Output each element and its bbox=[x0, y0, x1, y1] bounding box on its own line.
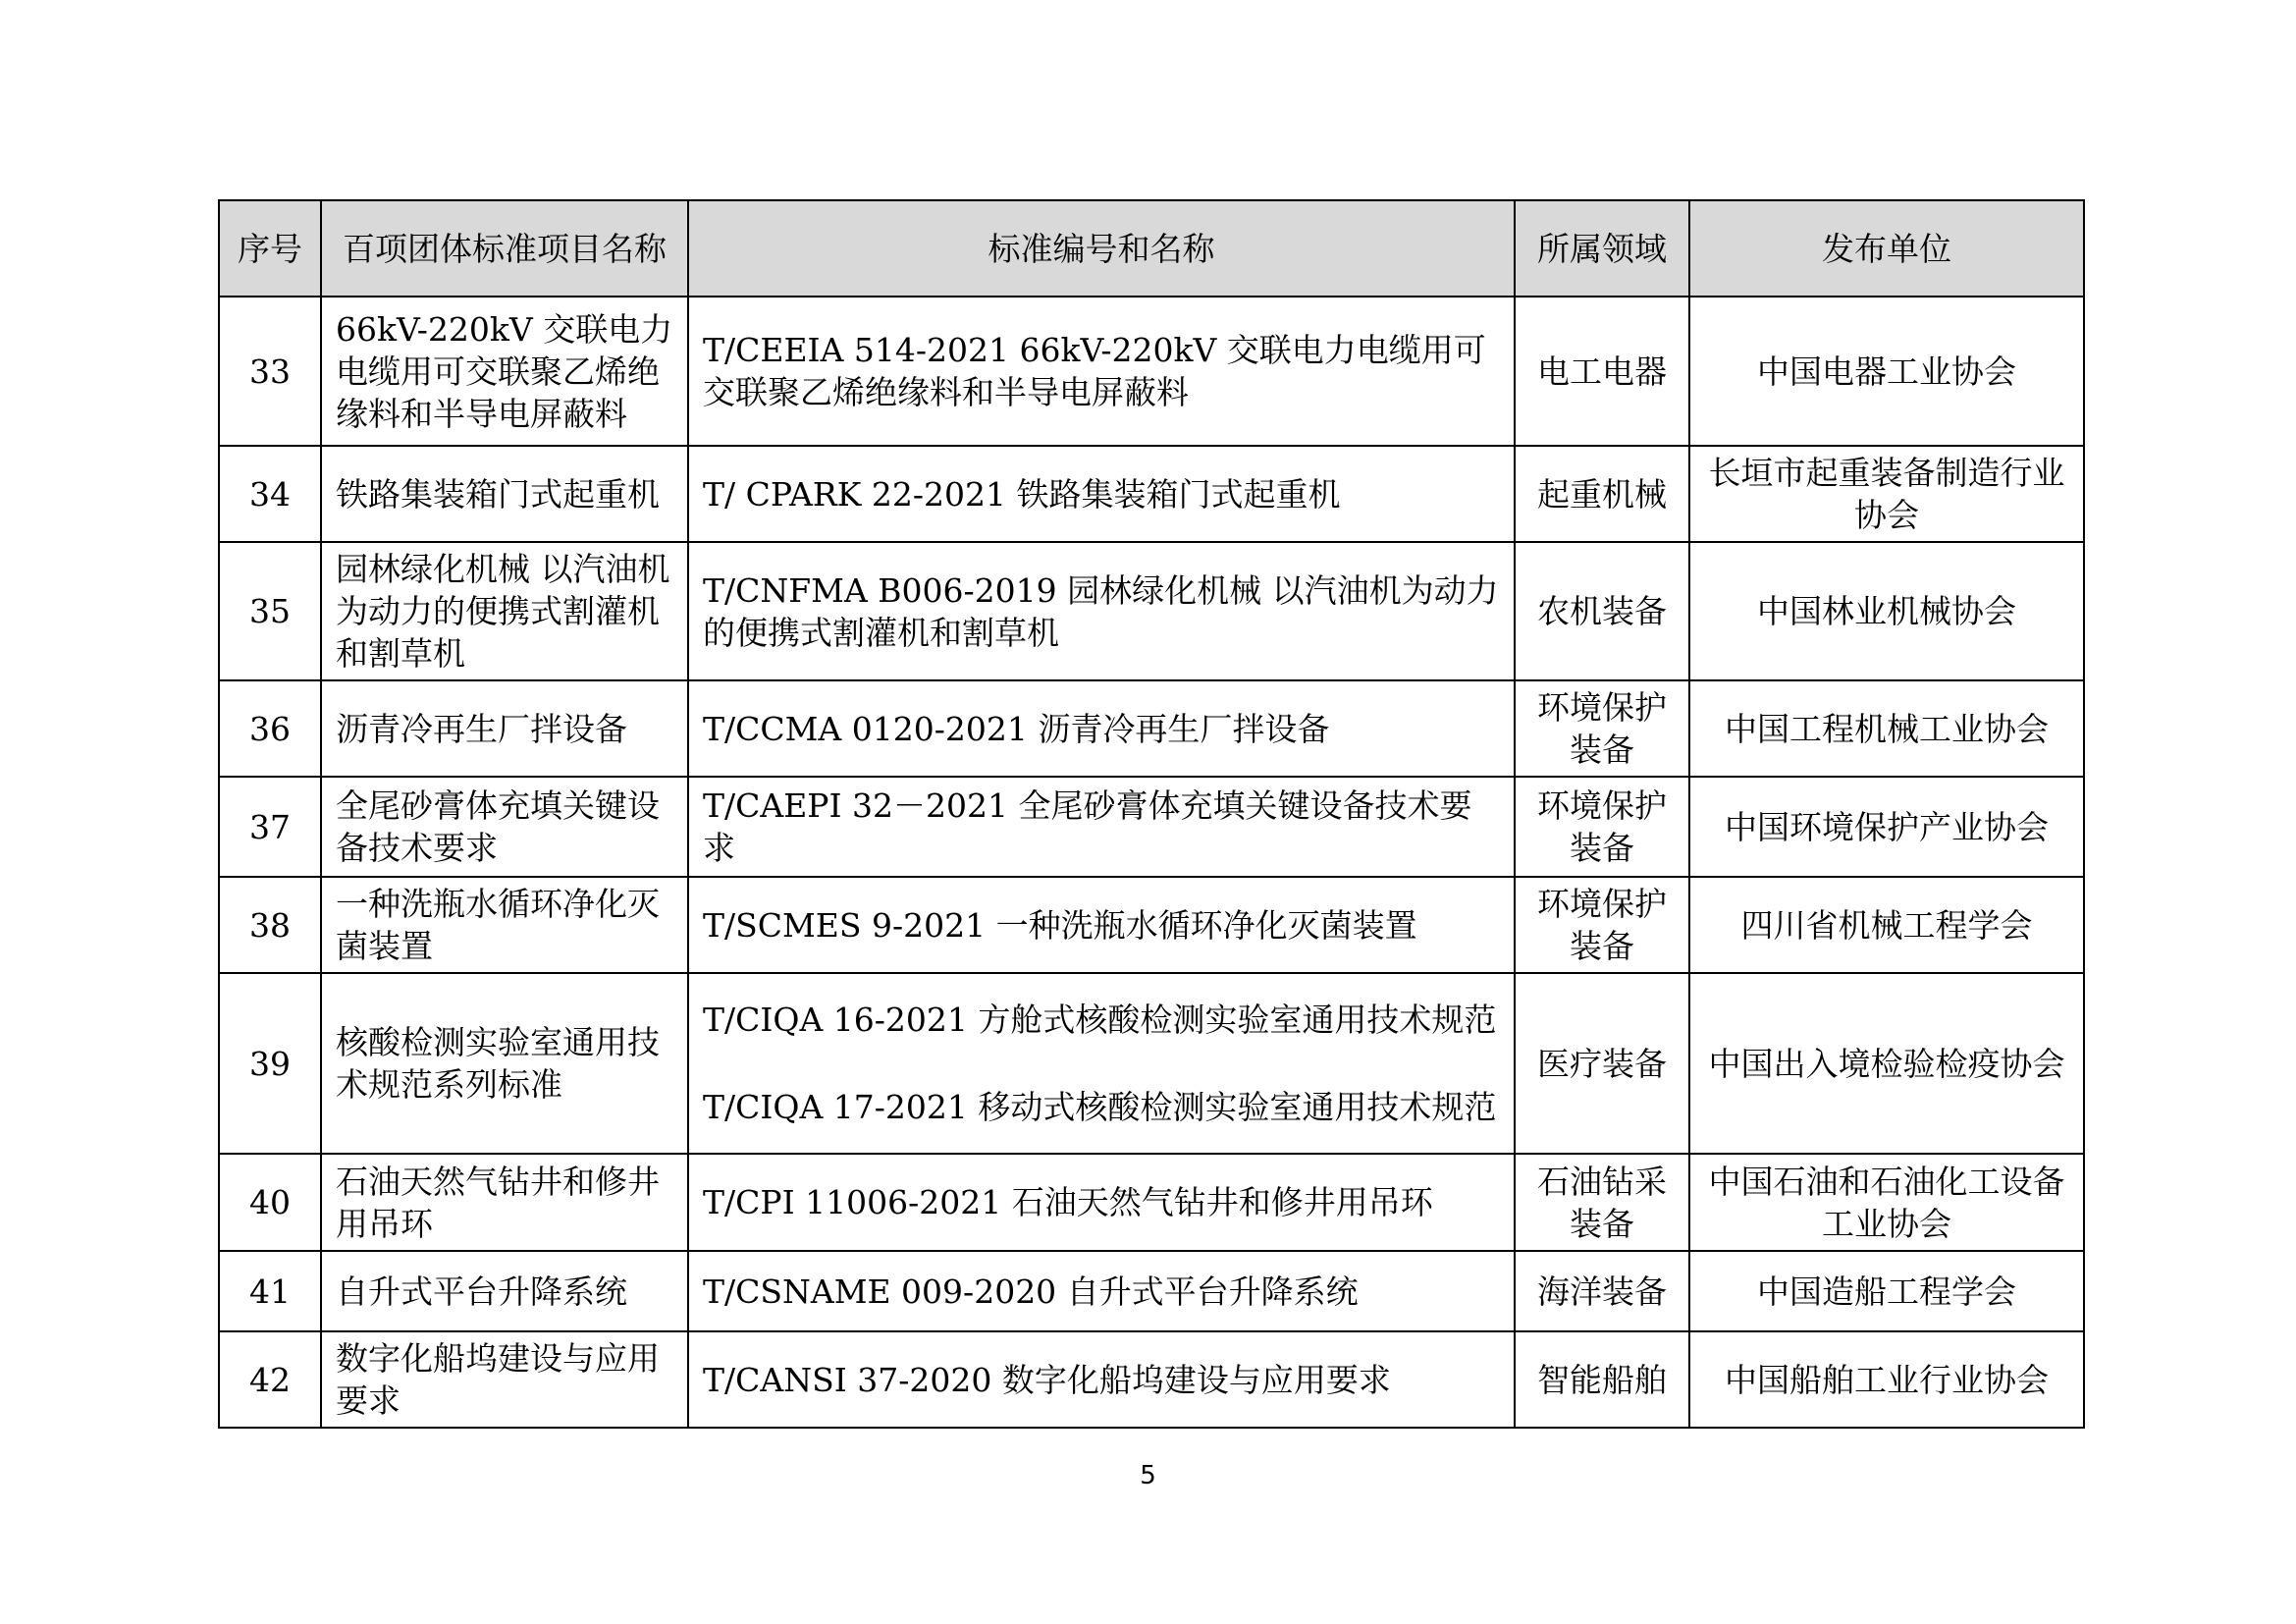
row-publisher: 中国造船工程学会 bbox=[1689, 1251, 2084, 1331]
row-standard-code bbox=[688, 1331, 1515, 1428]
standard-code-line: T/CEEIA 514-2021 66kV-220kV 交联电力电缆用可交联聚乙烯绝缘料和半导电屏蔽料 bbox=[703, 331, 1486, 411]
row-field: 环境保护装备 bbox=[1515, 877, 1689, 973]
table-header-row bbox=[219, 200, 2084, 297]
table-row bbox=[219, 446, 2084, 542]
table-row bbox=[219, 877, 2084, 973]
header-serial-number: 序号 bbox=[219, 200, 321, 297]
row-standard-code bbox=[688, 777, 1515, 877]
row-project-name: 核酸检测实验室通用技术规范系列标准 bbox=[321, 973, 688, 1154]
row-serial-number: 33 bbox=[219, 297, 321, 446]
row-standard-code bbox=[688, 877, 1515, 973]
row-field: 海洋装备 bbox=[1515, 1251, 1689, 1331]
table-row bbox=[219, 1154, 2084, 1251]
row-project-name: 66kV-220kV 交联电力电缆用可交联聚乙烯绝缘料和半导电屏蔽料 bbox=[321, 297, 688, 446]
standard-code-line: T/CCMA 0120-2021 沥青冷再生厂拌设备 bbox=[703, 709, 1330, 748]
row-field: 电工电器 bbox=[1515, 297, 1689, 446]
row-field: 石油钻采装备 bbox=[1515, 1154, 1689, 1251]
row-serial-number: 42 bbox=[219, 1331, 321, 1428]
row-project-name: 铁路集装箱门式起重机 bbox=[321, 446, 688, 542]
header-field: 所属领域 bbox=[1515, 200, 1689, 297]
row-serial-number: 38 bbox=[219, 877, 321, 973]
row-project-name: 数字化船坞建设与应用要求 bbox=[321, 1331, 688, 1428]
standard-code-line: T/ CPARK 22-2021 铁路集装箱门式起重机 bbox=[703, 474, 1341, 514]
table-row bbox=[219, 1251, 2084, 1331]
row-field: 智能船舶 bbox=[1515, 1331, 1689, 1428]
row-field: 环境保护装备 bbox=[1515, 777, 1689, 877]
header-standard-code-name: 标准编号和名称 bbox=[688, 200, 1515, 297]
table-row bbox=[219, 777, 2084, 877]
row-project-name: 一种洗瓶水循环净化灭菌装置 bbox=[321, 877, 688, 973]
table-row bbox=[219, 542, 2084, 680]
row-publisher: 长垣市起重装备制造行业协会 bbox=[1689, 446, 2084, 542]
row-standard-code bbox=[688, 446, 1515, 542]
row-serial-number: 41 bbox=[219, 1251, 321, 1331]
row-serial-number: 36 bbox=[219, 680, 321, 777]
standard-code-line: T/CNFMA B006-2019 园林绿化机械 以汽油机为动力的便携式割灌机和割草机 bbox=[703, 570, 1499, 652]
row-serial-number: 35 bbox=[219, 542, 321, 680]
row-serial-number: 39 bbox=[219, 973, 321, 1154]
row-field: 起重机械 bbox=[1515, 446, 1689, 542]
row-standard-code bbox=[688, 1154, 1515, 1251]
row-field: 环境保护装备 bbox=[1515, 680, 1689, 777]
row-standard-code bbox=[688, 680, 1515, 777]
row-project-name: 园林绿化机械 以汽油机为动力的便携式割灌机和割草机 bbox=[321, 542, 688, 680]
row-standard-code bbox=[688, 973, 1515, 1154]
row-publisher: 中国电器工业协会 bbox=[1689, 297, 2084, 446]
row-publisher: 中国船舶工业行业协会 bbox=[1689, 1331, 2084, 1428]
standard-code-line: T/CAEPI 32－2021 全尾砂膏体充填关键设备技术要求 bbox=[703, 786, 1472, 867]
row-project-name: 沥青冷再生厂拌设备 bbox=[321, 680, 688, 777]
row-project-name: 石油天然气钻井和修井用吊环 bbox=[321, 1154, 688, 1251]
row-publisher: 中国出入境检验检疫协会 bbox=[1689, 973, 2084, 1154]
row-field: 农机装备 bbox=[1515, 542, 1689, 680]
standard-code-line: T/CIQA 16-2021 方舱式核酸检测实验室通用技术规范 bbox=[703, 1001, 1497, 1039]
row-serial-number: 34 bbox=[219, 446, 321, 542]
standard-code-line: T/CIQA 17-2021 移动式核酸检测实验室通用技术规范 bbox=[703, 1088, 1497, 1126]
row-publisher: 中国林业机械协会 bbox=[1689, 542, 2084, 680]
standard-code-line: T/SCMES 9-2021 一种洗瓶水循环净化灭菌装置 bbox=[703, 905, 1417, 945]
header-publisher: 发布单位 bbox=[1689, 200, 2084, 297]
table-row bbox=[219, 297, 2084, 446]
row-publisher: 中国工程机械工业协会 bbox=[1689, 680, 2084, 777]
page-number: 5 bbox=[1140, 1461, 1156, 1490]
table-row bbox=[219, 1331, 2084, 1428]
standards-table bbox=[218, 199, 2085, 1429]
table-row bbox=[219, 973, 2084, 1154]
row-standard-code bbox=[688, 1251, 1515, 1331]
row-project-name: 自升式平台升降系统 bbox=[321, 1251, 688, 1331]
row-publisher: 中国石油和石油化工设备工业协会 bbox=[1689, 1154, 2084, 1251]
row-standard-code bbox=[688, 297, 1515, 446]
row-publisher: 中国环境保护产业协会 bbox=[1689, 777, 2084, 877]
standard-code-line: T/CSNAME 009-2020 自升式平台升降系统 bbox=[703, 1272, 1359, 1311]
row-standard-code bbox=[688, 542, 1515, 680]
row-serial-number: 37 bbox=[219, 777, 321, 877]
header-project-name: 百项团体标准项目名称 bbox=[321, 200, 688, 297]
row-serial-number: 40 bbox=[219, 1154, 321, 1251]
standard-code-line: T/CANSI 37-2020 数字化船坞建设与应用要求 bbox=[703, 1360, 1391, 1399]
row-field: 医疗装备 bbox=[1515, 973, 1689, 1154]
row-project-name: 全尾砂膏体充填关键设备技术要求 bbox=[321, 777, 688, 877]
standard-code-line: T/CPI 11006-2021 石油天然气钻井和修井用吊环 bbox=[703, 1183, 1433, 1221]
row-publisher: 四川省机械工程学会 bbox=[1689, 877, 2084, 973]
table-row bbox=[219, 680, 2084, 777]
